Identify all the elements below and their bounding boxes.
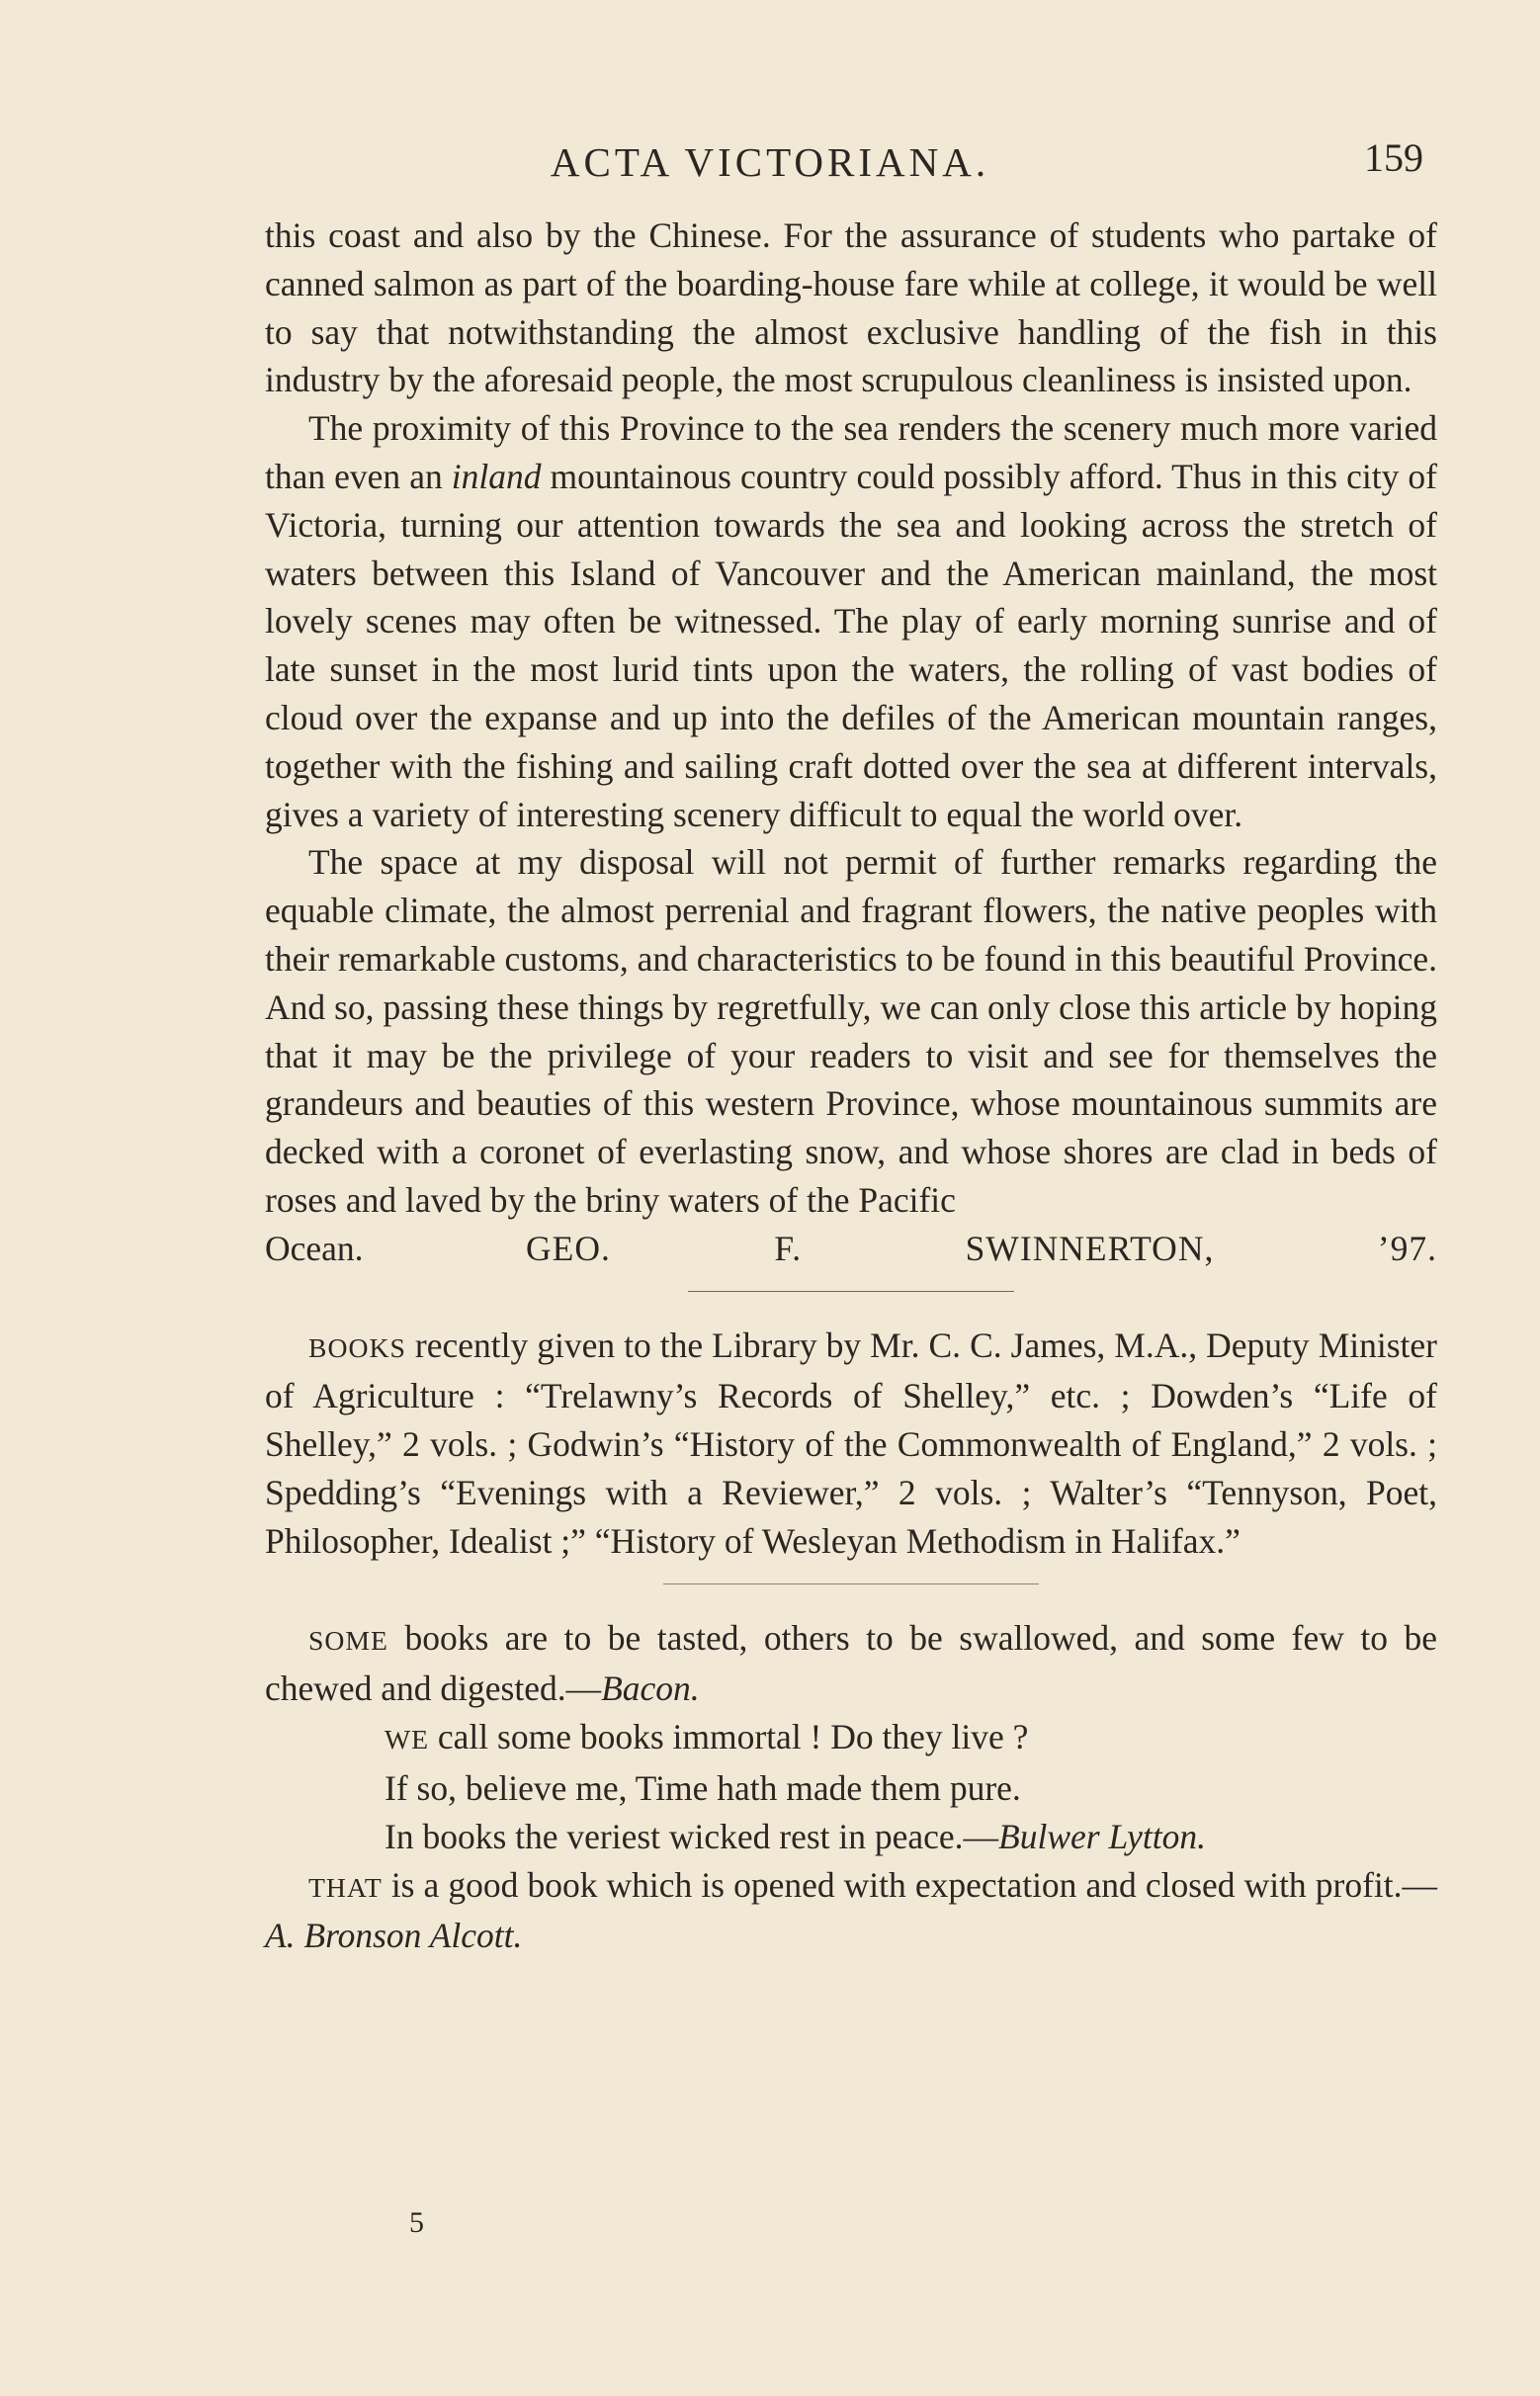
quote-alcott-lead: THAT: [308, 1871, 383, 1903]
quote-bacon-author: Bacon.: [601, 1669, 700, 1709]
article-paragraph-1: this coast and also by the Chinese. For the assurance of students who partake of canned salmon as part of the boarding-house fare while at college, it would be well to say that notwithstanding the almost exclusive handling of the fish in this industry by the aforesaid people, the most scrupulous cleanliness is insisted upon.: [265, 215, 1437, 400]
closing-word: Ocean.: [265, 1228, 364, 1268]
verse-line-1-text: call some books immortal ! Do they live ?: [429, 1717, 1029, 1757]
verse-line-2: If so, believe me, Time hath made them pure.: [385, 1767, 1021, 1808]
quote-bacon: [265, 1614, 1437, 1714]
section-divider: [663, 1583, 1039, 1584]
page-header: [0, 135, 1540, 198]
signature-mark: 5: [409, 2206, 424, 2239]
verse-line-3-text: In books the veriest wicked rest in peace.—: [385, 1816, 999, 1856]
quote-alcott: [265, 1861, 1437, 1961]
section-divider: [688, 1291, 1014, 1292]
verse-line-1: [385, 1713, 1437, 1764]
quote-alcott-author: A. Bronson Alcott.: [265, 1916, 523, 1956]
verse-author: Bulwer Lytton.: [998, 1816, 1207, 1856]
verse-lead: WE: [385, 1724, 430, 1755]
body-text: [265, 212, 1437, 1960]
article-paragraph-3-text: The space at my disposal will not permit of further remarks regarding the equable climate, the almost perrenial and fragrant flowers, the native peoples with their remarkable customs, and characteristics to be found in this beautiful Province. And so, passing these things by regretfully, we can only close this article by hoping that it may be the privilege of your readers to visit and see for themselves the grandeurs and beauties of this western Province, whose mountainous summits are decked with a coronet of everlasting snow, and whose shores are clad in beds of roses and laved by the briny waters of the Pacific: [265, 842, 1437, 1220]
page-number: 159: [1364, 135, 1423, 180]
running-title: ACTA VICTORIANA.: [550, 139, 990, 185]
verse-line-3: [385, 1813, 1437, 1861]
italic-word-inland: inland: [451, 456, 542, 496]
quote-bacon-lead: SOME: [308, 1624, 388, 1656]
article-paragraph-2: [265, 404, 1437, 838]
books-notice-lead: BOOKS: [308, 1331, 406, 1363]
books-notice-text: recently given to the Library by Mr. C. C. James, M.A., Deputy Minister of Agriculture : “Trelawny’s Records of Shelley,” etc. ; Dowden’s “Life of Shelley,” 2 vols. ; Godwin’s “History of the Commonwealth of England,” 2 vols. ; Spedding’s “Evenings with a Reviewer,” 2 vols. ; Walter’s “Tennyson, Poet, Philosopher, Idealist ;” “History of Wesleyan Methodism in Halifax.”: [265, 1325, 1437, 1561]
article-paragraph-2-end: mountainous country could possibly afford. Thus in this city of Victoria, turning our attention towards the sea and looking across the stretch of waters between this Island of Vancouver and the American mainland, the most lovely scenes may often be witnessed. The play of early morning sunrise and of late sunset in the most lurid tints upon the waters, the rolling of vast bodies of cloud over the expanse and up into the defiles of the American mountain ranges, together with the fishing and sailing craft dotted over the sea at different intervals, gives a variety of interesting scenery difficult to equal the world over.: [265, 456, 1437, 834]
quote-alcott-text: is a good book which is opened with expectation and closed with profit.—: [382, 1864, 1437, 1905]
closing-line: [265, 1225, 1437, 1273]
quote-bacon-text: books are to be tasted, others to be swallowed, and some few to be chewed and digested.—: [265, 1617, 1437, 1709]
article-paragraph-3: [265, 838, 1437, 1224]
article-paragraph-2-start: The proximity of this Province to the sea renders the scenery much more varied than even an: [265, 408, 1437, 496]
author-signature: GEO. F. SWINNERTON, ’97.: [526, 1228, 1437, 1268]
books-notice: [265, 1322, 1437, 1566]
